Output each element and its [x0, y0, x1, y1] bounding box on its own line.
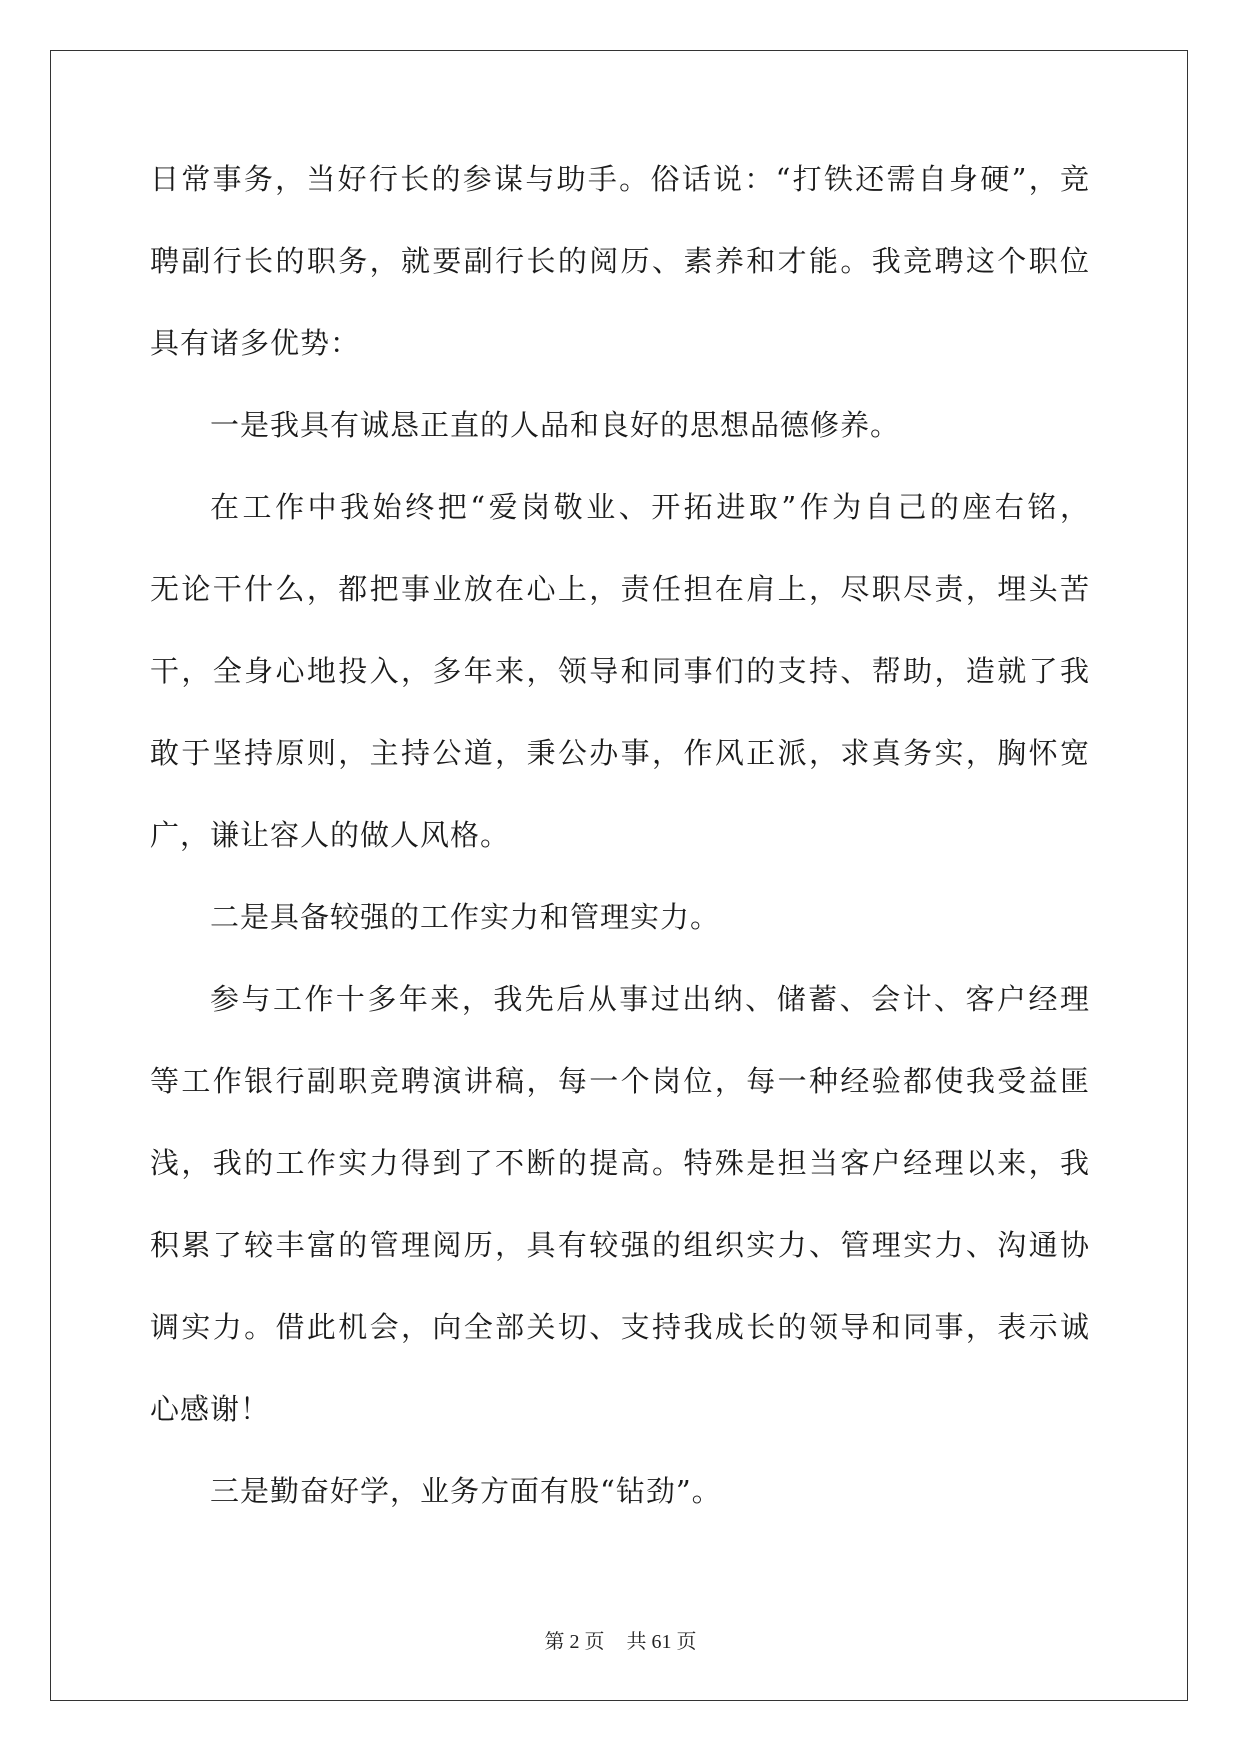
- section-heading-two: 二是具备较强的工作实力和管理实力。: [210, 900, 721, 934]
- text-line: 等工作银行副职竞聘演讲稿，每一个岗位，每一种经验都使我受益匪: [150, 1064, 1090, 1098]
- text-line: 干，全身心地投入，多年来，领导和同事们的支持、帮助，造就了我: [150, 654, 1090, 688]
- text-line: 敢于坚持原则，主持公道，秉公办事，作风正派，求真务实，胸怀宽: [150, 736, 1090, 770]
- text-line: 积累了较丰富的管理阅历，具有较强的组织实力、管理实力、沟通协: [150, 1228, 1090, 1262]
- page-footer: [0, 1630, 1241, 1654]
- text-line: 日常事务，当好行长的参谋与助手。俗话说：“打铁还需自身硬”，竞: [150, 162, 1090, 196]
- text-line: 心感谢！: [150, 1392, 271, 1426]
- text-line: 无论干什么，都把事业放在心上，责任担在肩上，尽职尽责，埋头苦: [150, 572, 1090, 606]
- text-line: 聘副行长的职务，就要副行长的阅历、素养和才能。我竞聘这个职位: [150, 244, 1090, 278]
- text-line: 在工作中我始终把“爱岗敬业、开拓进取”作为自己的座右铭，: [210, 490, 1090, 524]
- text-line: 具有诸多优势：: [150, 326, 361, 360]
- document-body: [150, 162, 1090, 1556]
- text-line: 浅，我的工作实力得到了不断的提高。特殊是担当客户经理以来，我: [150, 1146, 1090, 1180]
- text-line: 调实力。借此机会，向全部关切、支持我成长的领导和同事，表示诚: [150, 1310, 1090, 1344]
- page-number: 第 2 页: [544, 1631, 605, 1653]
- section-heading-three: 三是勤奋好学，业务方面有股“钻劲”。: [210, 1474, 722, 1508]
- text-line: 广，谦让容人的做人风格。: [150, 818, 511, 852]
- section-heading-one: 一是我具有诚恳正直的人品和良好的思想品德修养。: [210, 408, 901, 442]
- page-total: 共 61 页: [626, 1631, 697, 1653]
- text-line: 参与工作十多年来，我先后从事过出纳、储蓄、会计、客户经理: [210, 982, 1090, 1016]
